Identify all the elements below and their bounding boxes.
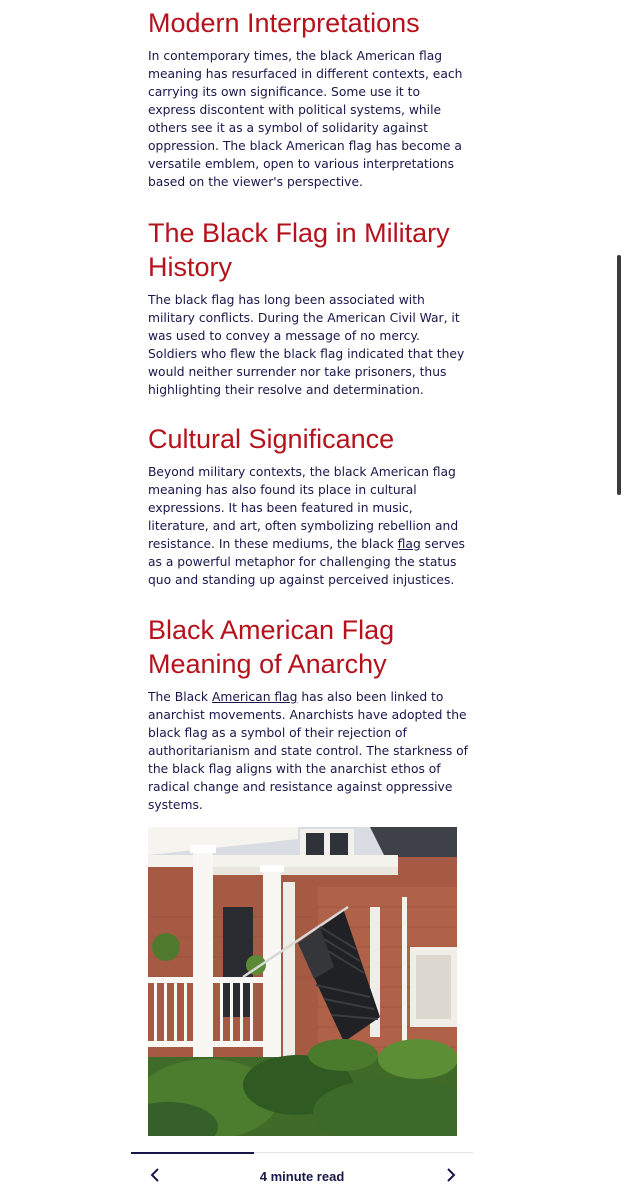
american-flag-link[interactable]: American flag bbox=[211, 690, 298, 704]
read-time-label: 4 minute read bbox=[259, 1169, 345, 1184]
next-article-button[interactable] bbox=[437, 1163, 465, 1191]
section-paragraph bbox=[148, 463, 468, 589]
section-heading: Modern Interpretations bbox=[148, 8, 420, 38]
paragraph-text: serves as a powerful metaphor for challenging the status quo and standing up against perceived injustices. bbox=[148, 537, 465, 587]
page-scrollbar[interactable] bbox=[617, 255, 621, 495]
flag-link[interactable]: flag bbox=[397, 537, 421, 551]
section-heading: Cultural Significance bbox=[148, 424, 395, 454]
section-cultural-significance bbox=[148, 422, 468, 589]
porch-flag-photo bbox=[148, 827, 457, 1136]
section-paragraph bbox=[148, 688, 468, 814]
chevron-right-icon bbox=[445, 1167, 457, 1188]
section-heading: The Black Flag in Military History bbox=[148, 218, 450, 282]
paragraph-text: has also been linked to anarchist movements. Anarchists have adopted the black flag as a symbol of their rejection of authoritarianism and state control. The starkness of the black flag aligns with the anarchist ethos of radical change and resistance against oppressive systems. bbox=[148, 690, 469, 812]
section-paragraph: In contemporary times, the black American flag meaning has resurfaced in different contexts, each carrying its own significance. Some use it to express discontent with political systems, while others see it as a symbol of solidarity against oppression. The black American flag has become a versatile emblem, open to various interpretations based on the viewer's perspective. bbox=[148, 49, 463, 189]
section-anarchy bbox=[148, 613, 468, 814]
paragraph-text: The Black bbox=[148, 690, 212, 704]
reading-progress-bar bbox=[131, 1152, 254, 1154]
section-modern-interpretations bbox=[148, 6, 468, 191]
section-heading: Black American Flag Meaning of Anarchy bbox=[148, 615, 395, 679]
section-paragraph: The black flag has long been associated with military conflicts. During the American Civil War, it was used to convey a message of no mercy. Soldiers who flew the black flag indicated that they would neither surrender nor take prisoners, thus highlighting their resolve and determination. bbox=[148, 293, 465, 397]
section-military-history bbox=[148, 216, 468, 399]
reading-footer bbox=[131, 1152, 473, 1201]
paragraph-text: Beyond military contexts, the black American flag meaning has also found its place in cultural expressions. It has been featured in music, literature, and art, often symbolizing rebellion and resistance. In these mediums, the black bbox=[148, 465, 459, 551]
